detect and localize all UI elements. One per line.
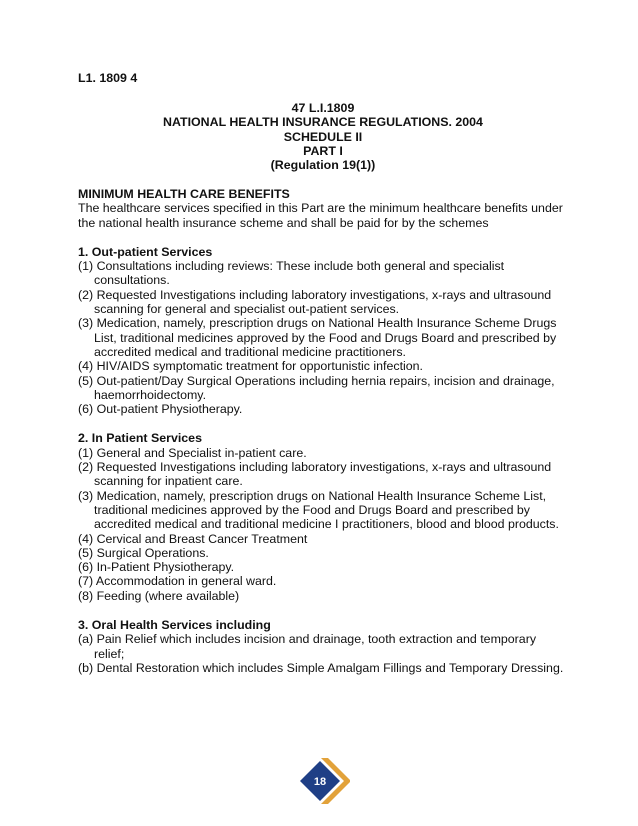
list-item: (a) Pain Relief which includes incision and drainage, tooth extraction and temporary relief; [78, 632, 537, 661]
section-title: 1. Out-patient Services [78, 244, 213, 259]
header-line: PART I [303, 143, 343, 158]
header-line: NATIONAL HEALTH INSURANCE REGULATIONS. 2004 [163, 115, 483, 130]
list-item: (7) Accommodation in general ward. [78, 574, 277, 589]
section-title: 2. In Patient Services [78, 431, 202, 446]
list-item: (4) Cervical and Breast Cancer Treatment [78, 531, 308, 546]
list-item: (3) Medication, namely, prescription drugs on National Health Insurance Scheme List, traditional medicines approved by the Food and Drugs Board and prescribed by accredited medical and traditional medicine I practitioners, blood and blood products. [78, 488, 559, 532]
list-item: (1) General and Specialist in-patient care. [78, 445, 307, 460]
list-item: (6) In-Patient Physiotherapy. [78, 560, 235, 575]
list-item: (5) Surgical Operations. [78, 545, 209, 560]
header-line: 47 L.I.1809 [291, 101, 355, 115]
document-header [78, 101, 568, 172]
header-line: (Regulation 19(1)) [270, 158, 376, 173]
list-item: (b) Dental Restoration which includes Simple Amalgam Fillings and Temporary Dressing. [78, 660, 564, 675]
intro-text: The healthcare services specified in this Part are the minimum healthcare benefits under the national health insurance scheme and shall be paid for by the schemes [78, 201, 563, 230]
section [78, 245, 568, 417]
section [78, 431, 568, 603]
intro-title: MINIMUM HEALTH CARE BENEFITS [78, 187, 290, 201]
document-reference: L1. 1809 4 [78, 71, 138, 85]
header-line: SCHEDULE II [283, 129, 363, 144]
list-item: (4) HIV/AIDS symptomatic treatment for opportunistic infection. [78, 359, 424, 374]
page-number-badge [292, 758, 350, 804]
page-number: 18 [313, 776, 327, 788]
list-item: (6) Out-patient Physiotherapy. [78, 402, 243, 417]
list-item: (2) Requested Investigations including laboratory investigations, x-rays and ultrasound scanning for inpatient care. [78, 460, 552, 489]
document-body [78, 187, 568, 675]
list-item: (2) Requested Investigations including laboratory investigations, x-rays and ultrasound scanning for general and specialist out-patient services. [78, 287, 552, 317]
section [78, 618, 568, 675]
list-item: (5) Out-patient/Day Surgical Operations including hernia repairs, incision and drainage, haemorrhoidectomy. [78, 373, 555, 402]
list-item: (8) Feeding (where available) [78, 588, 240, 603]
list-item: (3) Medication, namely, prescription drugs on National Health Insurance Scheme Drugs List, traditional medicines approved by the Food and Drugs Board and prescribed by accredited medical and traditional medicine practitioners. [78, 316, 557, 359]
list-item: (1) Consultations including reviews: These include both general and specialist consultations. [78, 259, 505, 288]
section-title: 3. Oral Health Services including [78, 618, 271, 633]
